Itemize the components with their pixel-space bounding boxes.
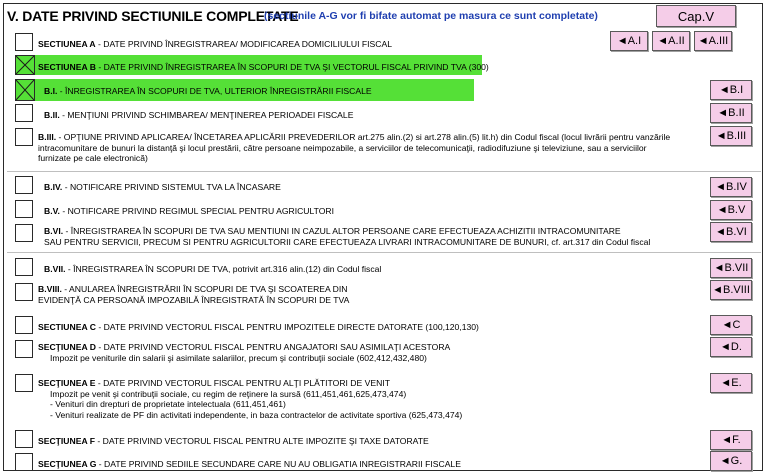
checkbox-sectiunea-c[interactable] (15, 316, 33, 334)
check-cross-icon (16, 56, 34, 74)
nav-b-i-button[interactable]: ◄B.I (710, 80, 752, 100)
nav-b-ii-button[interactable]: ◄B.II (710, 103, 752, 123)
checkbox-sectiunea-f[interactable] (15, 430, 33, 448)
nav-a-iii-button[interactable]: ◄A.III (694, 31, 732, 51)
checkbox-sectiunea-g[interactable] (15, 453, 33, 471)
label-sectiunea-b: SECTIUNEA B - DATE PRIVIND ÎNREGISTRAREA ÎN SCOPURI DE TVA ŞI VECTORUL FISCAL PRIVIND TVA (300) (38, 62, 489, 72)
nav-g-button[interactable]: ◄G. (710, 451, 752, 471)
nav-b-v-button[interactable]: ◄B.V (710, 200, 752, 220)
nav-b-vi-button[interactable]: ◄B.VI (710, 222, 752, 242)
label-b-viii: B.VIII. - ANULAREA ÎNREGISTRĂRII ÎN SCOPURI DE TVA ŞI SCOATEREA DIN EVIDENŢĂ CA PERSOANĂ IMPOZABILĂ ÎNREGISTRATĂ ÎN SCOPURI DE TVA (38, 284, 350, 305)
label-sectiunea-d: SECŢIUNEA D - DATE PRIVIND VECTORUL FISCAL PENTRU ANGAJATORI SAU ASIMILAŢI ACESTORA Impozit pe veniturile din salarii şi asimilate salariilor, precum şi contribuţii sociale (602,412,432,480) (38, 342, 451, 363)
label-sectiunea-a: SECTIUNEA A - DATE PRIVIND ÎNREGISTRAREA/ MODIFICAREA DOMICILIULUI FISCAL (38, 39, 392, 49)
checkbox-b-iii[interactable] (15, 128, 33, 146)
nav-b-iii-button[interactable]: ◄B.III (710, 126, 752, 146)
label-sectiunea-c: SECTIUNEA C - DATE PRIVIND VECTORUL FISCAL PENTRU IMPOZITELE DIRECTE DATORATE (100,120,130) (38, 322, 479, 332)
checkbox-b-viii[interactable] (15, 283, 33, 301)
label-b-vi: B.VI. - ÎNREGISTRAREA ÎN SCOPURI DE TVA SAU MENTIUNI IN CAZUL ALTOR PERSOANE CARE EFECTUEAZA ACHIZITII INTRACOMUNITARE SAU PENTRU SERVICII, PRECUM SI PENTRU AGRICULTORII CARE EFECTUEAZA LIVRARI INTRACOMUNITARE DE BUNURI, cf. art.317 din Codul fiscal (44, 226, 651, 247)
page-title: V. DATE PRIVIND SECTIUNILE COMPLETATE (7, 8, 299, 24)
checkbox-b-ii[interactable] (15, 104, 33, 122)
label-b-iv: B.IV. - NOTIFICARE PRIVIND SISTEMUL TVA LA ÎNCASARE (44, 182, 281, 192)
page-subtitle: (sectiunile A-G vor fi bifate automat pe masura ce sunt completate) (264, 10, 598, 22)
divider (7, 252, 761, 253)
checkbox-b-vi[interactable] (15, 224, 33, 242)
nav-b-viii-button[interactable]: ◄B.VIII (710, 280, 752, 300)
nav-c-button[interactable]: ◄C (710, 315, 752, 335)
nav-b-iv-button[interactable]: ◄B.IV (710, 177, 752, 197)
cap-v-button[interactable]: Cap.V (656, 5, 736, 27)
nav-f-button[interactable]: ◄F. (710, 430, 752, 450)
check-cross-icon (16, 80, 34, 100)
label-b-ii: B.II. - MENŢIUNI PRIVIND SCHIMBAREA/ MENŢINEREA PERIOADEI FISCALE (44, 110, 354, 120)
label-b-i: B.I. - ÎNREGISTRAREA ÎN SCOPURI DE TVA, ULTERIOR ÎNREGISTRĂRII FISCALE (44, 86, 372, 96)
nav-a-ii-button[interactable]: ◄A.II (652, 31, 690, 51)
label-sectiunea-e: SECŢIUNEA E - DATE PRIVIND VECTORUL FISCAL PENTRU ALŢI PLĂTITORI DE VENIT Impozit pe venit şi contribuţii sociale, cu regim de reţinere la sursă (611,451,461,625,473,474) - Venituri din drepturi de proprietate intelectuala (611,451,461) - Venituri realizate de PF din activitati independente, in baza contractelor de activitate sportiva (625,473,474) (38, 378, 463, 420)
checkbox-sectiunea-b[interactable] (15, 55, 35, 75)
checkbox-sectiunea-e[interactable] (15, 374, 33, 392)
nav-e-button[interactable]: ◄E. (710, 373, 752, 393)
checkbox-b-v[interactable] (15, 200, 33, 218)
label-sectiunea-f: SECŢIUNEA F - DATE PRIVIND VECTORUL FISCAL PENTRU ALTE IMPOZITE ŞI TAXE DATORATE (38, 436, 429, 446)
checkbox-b-vii[interactable] (15, 258, 33, 276)
nav-a-i-button[interactable]: ◄A.I (610, 31, 648, 51)
label-b-v: B.V. - NOTIFICARE PRIVIND REGIMUL SPECIAL PENTRU AGRICULTORI (44, 206, 335, 216)
checkbox-b-i[interactable] (15, 79, 35, 101)
label-b-vii: B.VII. - ÎNREGISTRAREA ÎN SCOPURI DE TVA, potrivit art.316 alin.(12) din Codul fiscal (44, 264, 382, 274)
checkbox-sectiunea-d[interactable] (15, 340, 33, 358)
nav-d-button[interactable]: ◄D. (710, 337, 752, 357)
label-sectiunea-g: SECŢIUNEA G - DATE PRIVIND SEDIILE SECUNDARE CARE NU AU OBLIGATIA INREGISTRARII FISCALE (38, 459, 461, 469)
label-b-iii: B.III. - OPŢIUNE PRIVIND APLICAREA/ ÎNCETAREA APLICĂRII PREVEDERILOR art.275 alin.(2) si art.278 alin.(5) lit.h) din Codul fiscal (locul livrării pentru vanzările intracomunitare de bunuri la distanţă şi locul prestării, către persoane neimpozabile, a serviciilor de telecomunicaţii, radiodifuziune şi televiziune, sau a serviciilor furnizate pe cale electronică) (38, 132, 671, 163)
nav-b-vii-button[interactable]: ◄B.VII (710, 258, 752, 278)
checkbox-b-iv[interactable] (15, 176, 33, 194)
divider (7, 171, 761, 172)
checkbox-sectiunea-a[interactable] (15, 33, 33, 51)
